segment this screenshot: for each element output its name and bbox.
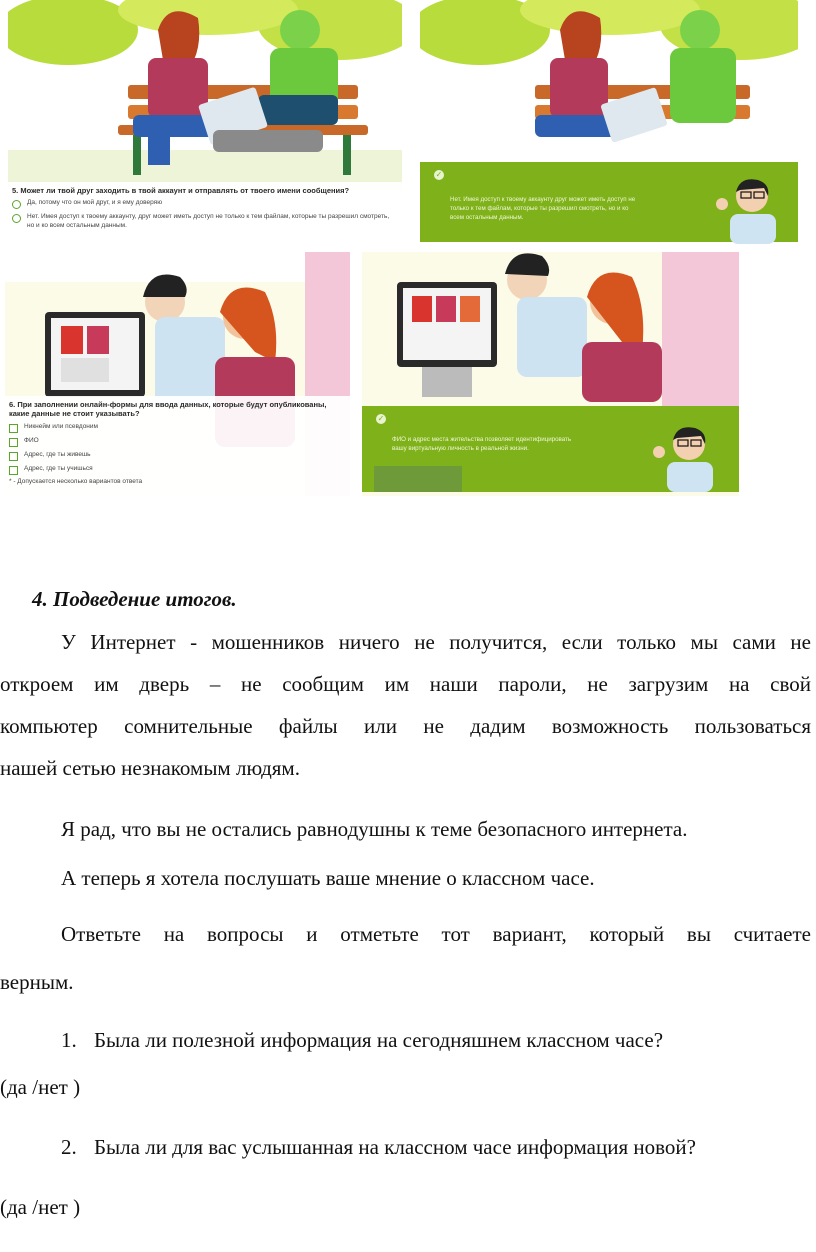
answer-option-label: Адрес, где ты учишься bbox=[24, 464, 93, 472]
checkbox-icon[interactable] bbox=[9, 466, 18, 475]
boy-thumbs-up-illustration bbox=[647, 422, 727, 492]
boy-thumbs-up-illustration bbox=[710, 174, 790, 244]
checkbox-icon[interactable] bbox=[9, 424, 18, 433]
quiz-image-q5 bbox=[8, 0, 402, 246]
check-icon: ✓ bbox=[435, 170, 443, 179]
answer-choice: (да /нет ) bbox=[0, 1075, 81, 1099]
answer-option[interactable] bbox=[8, 211, 402, 232]
paragraph: А теперь я хотела послушать ваше мнение о классном часе. bbox=[61, 866, 595, 890]
radio-icon[interactable] bbox=[12, 214, 21, 223]
quiz-image-q6-feedback bbox=[362, 252, 739, 496]
feedback-line: Нет. Имея доступ к твоему аккаунту друг может иметь доступ не bbox=[450, 196, 636, 203]
paragraph: Я рад, что вы не остались равнодушны к теме безопасного интернета. bbox=[61, 817, 688, 841]
feedback-banner bbox=[420, 162, 798, 242]
answer-option[interactable] bbox=[5, 449, 350, 463]
quiz-image-q5-feedback bbox=[420, 0, 798, 246]
radio-icon[interactable] bbox=[12, 200, 21, 209]
question-card-q5 bbox=[8, 182, 402, 246]
question-number: 1. bbox=[61, 1028, 77, 1052]
question-title: 5. Может ли твой друг заходить в твой аккаунт и отправлять от твоего имени сообщения? bbox=[12, 186, 350, 195]
feedback-line: только к тем файлам, которые ты разрешил смотреть, но и ко bbox=[450, 204, 629, 212]
paragraph-line: Ответьте на вопросы и отметьте тот вариант, который вы считаете bbox=[61, 922, 811, 946]
answer-option-label: ФИО bbox=[24, 436, 39, 444]
feedback-banner bbox=[362, 406, 739, 492]
answer-choice: (да /нет ) bbox=[0, 1195, 81, 1219]
paragraph-line: нашей сетью незнакомым людям. bbox=[0, 756, 300, 780]
feedback-line: ФИО и адрес места жительства позволяет идентифицировать bbox=[392, 436, 572, 443]
question-card-q6 bbox=[5, 396, 350, 496]
answer-option-label: Да, потому что он мой друг, и я ему доверяю bbox=[27, 199, 163, 207]
paragraph-line: откроем им дверь – не сообщим им наши пароли, не загрузим на свой bbox=[0, 672, 811, 696]
check-icon: ✓ bbox=[377, 414, 385, 423]
question-title: 6. При заполнении онлайн-формы для ввода данных, которые будут опубликованы, какие данные не стоит указывать? bbox=[9, 400, 327, 419]
multiple-answers-note: * - Допускается несколько вариантов ответа bbox=[9, 477, 143, 485]
section-heading: 4. Подведение итогов. bbox=[32, 587, 237, 611]
answer-option[interactable] bbox=[8, 197, 402, 211]
question-number: 2. bbox=[61, 1135, 77, 1159]
feedback-line: вашу виртуальную личность в реальной жизни. bbox=[392, 444, 529, 452]
answer-option-label: Нет. Имея доступ к твоему аккаунту, друг может иметь доступ не только к тем файлам, которые ты разрешил смотреть, но и ко всем остальным данным. bbox=[27, 213, 390, 229]
feedback-text bbox=[450, 196, 635, 223]
answer-option-label: Адрес, где ты живешь bbox=[24, 450, 91, 458]
question-text: Была ли для вас услышанная на классном часе информация новой? bbox=[94, 1135, 696, 1159]
checkbox-icon[interactable] bbox=[9, 452, 18, 461]
paragraph-line: верным. bbox=[0, 970, 74, 994]
answer-option[interactable] bbox=[5, 463, 350, 477]
feedback-line: всем остальным данным. bbox=[450, 213, 524, 221]
answer-option-label: Никнейм или псевдоним bbox=[24, 422, 99, 430]
answer-option[interactable] bbox=[5, 421, 350, 435]
paragraph-line: компьютер сомнительные файлы или не дадим возможность пользоваться bbox=[0, 714, 811, 738]
question-text: Была ли полезной информация на сегодняшнем классном часе? bbox=[94, 1028, 664, 1052]
quiz-image-q6 bbox=[5, 252, 350, 496]
checkbox-icon[interactable] bbox=[9, 438, 18, 447]
paragraph-line: У Интернет - мошенников ничего не получится, если только мы сами не bbox=[61, 630, 811, 654]
feedback-text bbox=[392, 436, 571, 454]
continue-button-area[interactable] bbox=[374, 466, 462, 492]
answer-option[interactable] bbox=[5, 435, 350, 449]
